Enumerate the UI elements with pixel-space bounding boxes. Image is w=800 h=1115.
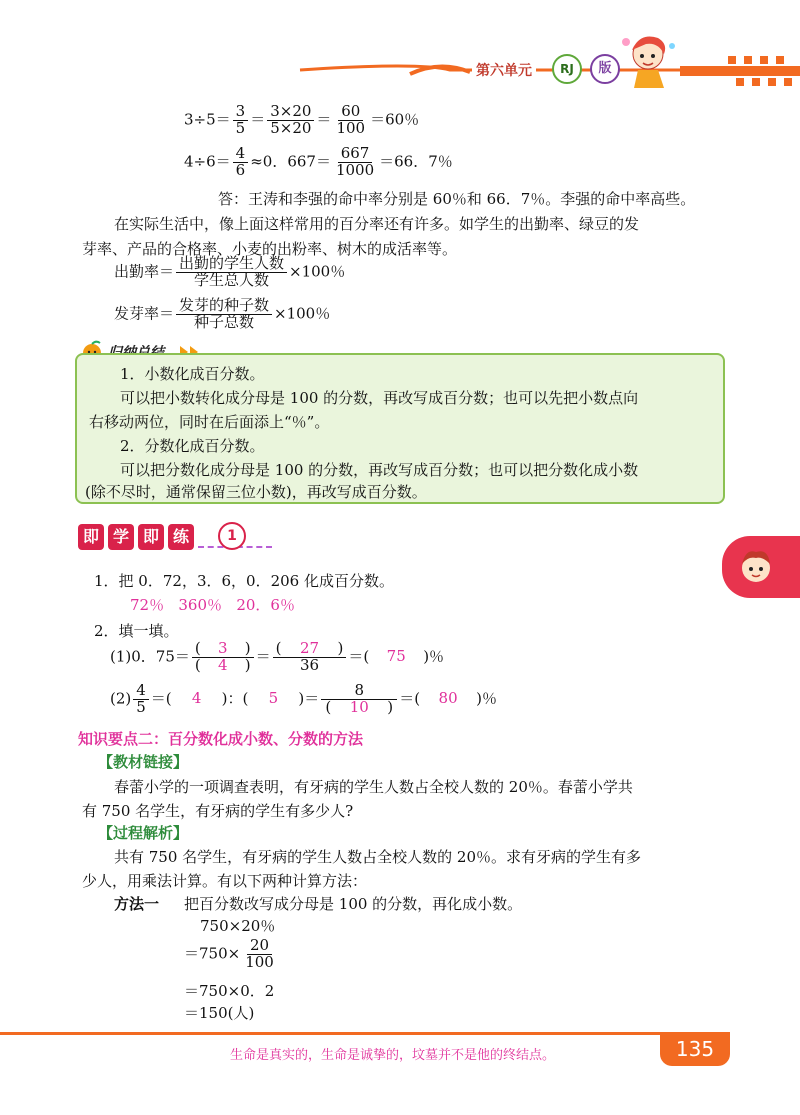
answer-1: 72％ 360％ 20．6％ [130,596,295,614]
fraction [267,104,314,137]
numerator: 3 [233,104,249,121]
fraction [333,146,377,179]
practice-badge [78,522,278,554]
summary-box [75,353,725,504]
denominator: 100 [336,118,366,137]
summary-heading-2: 2．分数化成百分数。 [120,437,265,455]
numerator: 3×20 [267,104,314,121]
eq-tail: ＝66．7％ [379,152,453,171]
answer-value: 5 [268,689,279,708]
formula-tail: ×100％ [274,304,331,323]
denominator: ( 10 ) [325,697,394,716]
equals: ＝ [250,110,266,129]
rj-badge: RJ [552,54,582,84]
cartoon-face-icon [736,546,776,588]
unit-title: 第六单元 [472,60,536,80]
answer-line: 答：王涛和李强的命中率分别是 60％和 66．7％。李强的命中率高些。 [218,190,696,208]
summary-text-1a: 可以把小数转化成分母是 100 的分数，再改写成百分数；也可以先把小数点向 [120,389,639,407]
summary-heading-1: 1．小数化成百分数。 [120,365,265,383]
calc-line-4: ＝150(人) [184,1004,255,1022]
answer-value: 27 [299,639,320,657]
footer-line [0,1032,662,1035]
answer-value: 3 [217,639,228,657]
formula-tail: ×100％ [289,262,346,281]
answer-value: 80 [438,689,458,708]
fraction [321,683,397,716]
equation-3-div-5 [184,104,419,137]
paragraph-line-1: 在实际生活中，像上面这样常用的百分率还有许多。如学生的出勤率、绿豆的发 [114,215,640,233]
numerator: 8 [321,683,397,700]
equals: ＝( [348,647,370,666]
formula-label: 出勤率＝ [114,262,175,281]
sep: ＝( [399,689,421,708]
link-label: 【教材链接】 [98,753,189,771]
sep: )＝ [298,689,320,708]
numerator: 60 [338,104,363,121]
sep: ＝( [150,689,172,708]
q-tail: )％ [476,689,497,708]
fraction [176,298,272,331]
summary-text-1b: 右移动两位，同时在后面添上“％”。 [89,413,330,431]
paragraph-line-2: 芽率、产品的合格率、小麦的出粉率、树木的成活率等。 [82,240,458,258]
denominator: 100 [245,952,274,971]
numerator: 20 [247,938,272,955]
link-text-1: 春蕾小学的一项调查表明，有牙病的学生人数占全校人数的 20％。春蕾小学共 [114,778,633,796]
badge-char: 即 [78,524,104,550]
method-label: 方法一 [114,895,160,913]
badge-number: 1 [218,522,246,550]
equals: ＝ [255,647,271,666]
fraction [333,104,368,137]
knowledge-title: 知识要点二：百分数化成小数、分数的方法 [78,730,364,748]
summary-text-2b: (除不尽时，通常保留三位小数)，再改写成百分数。 [85,483,427,501]
q-lead: (2) [110,689,132,708]
numerator: 发芽的种子数 [176,298,272,315]
header-band [0,40,800,90]
numerator: 出勤的学生人数 [176,256,287,273]
formula-label: 发芽率＝ [114,304,175,323]
denominator: 种子总数 [194,312,255,331]
fraction [233,104,249,137]
link-text-2: 有 750 名学生，有牙病的学生有多少人? [82,802,354,820]
numerator: 667 [338,146,373,163]
denominator: 5×20 [270,118,312,137]
attendance-formula [114,256,345,289]
badge-char: 学 [108,524,134,550]
answer-value: 10 [349,697,369,716]
process-text-1: 共有 750 名学生，有牙病的学生人数占全校人数的 20％。求有牙病的学生有多 [114,848,642,866]
denominator: 6 [235,160,246,179]
calc-line-2 [184,938,279,971]
badge-char: 练 [168,524,194,550]
question-2-2 [110,683,497,716]
denominator: 5 [136,697,146,716]
badge-char: 即 [138,524,164,550]
fraction [192,641,254,674]
side-tab [722,536,800,598]
fraction [273,641,347,674]
numerator: 4 [233,146,249,163]
denominator: ( 4 ) [194,655,251,674]
q-lead: (1)0．75＝ [110,647,190,666]
numerator: 4 [133,683,149,700]
answer-value: 4 [217,655,228,674]
equals: ＝ [316,110,332,129]
sep: )：( [221,689,249,708]
answer-value: 75 [386,647,406,666]
process-text-2: 少人，用乘法计算。有以下两种计算方法： [82,872,368,890]
cartoon-girl-icon [618,30,682,90]
method-text: 把百分数改写成分母是 100 的分数，再化成小数。 [184,895,523,913]
edition-badge: 版 [590,54,620,84]
calc-lead: ＝750× [184,944,241,963]
question-1: 1．把 0．72，3．6，0．206 化成百分数。 [94,572,394,590]
eq-lead: 3÷5＝ [184,110,231,129]
fraction [176,256,287,289]
denominator: 5 [235,118,246,137]
denominator: 1000 [335,160,375,179]
answer-value: 4 [191,689,202,708]
numerator: ( 27 ) [273,641,347,658]
question-2: 2．填一填。 [94,622,179,640]
fraction [233,146,249,179]
eq-tail: ＝60％ [370,110,420,129]
denominator: 学生总人数 [194,270,270,289]
equation-4-div-6 [184,146,453,179]
process-label: 【过程解析】 [98,824,189,842]
summary-text-2a: 可以把分数化成分母是 100 的分数，再改写成百分数；也可以把分数化成小数 [120,461,639,479]
numerator: ( 3 ) [192,641,254,658]
fraction [242,938,277,971]
page-number: 135 [660,1032,730,1066]
fraction [133,683,149,716]
footer-quote: 生命是真实的，生命是诚挚的，坟墓并不是他的终结点。 [230,1048,556,1063]
denominator: 36 [299,655,320,674]
question-2-1 [110,641,444,674]
q-tail: )％ [423,647,445,666]
calc-line-1: 750×20％ [200,917,276,935]
eq-lead: 4÷6＝ [184,152,231,171]
eq-mid: ≈0．667＝ [250,152,331,171]
calc-line-3: ＝750×0．2 [184,982,275,1000]
germination-formula [114,298,330,331]
